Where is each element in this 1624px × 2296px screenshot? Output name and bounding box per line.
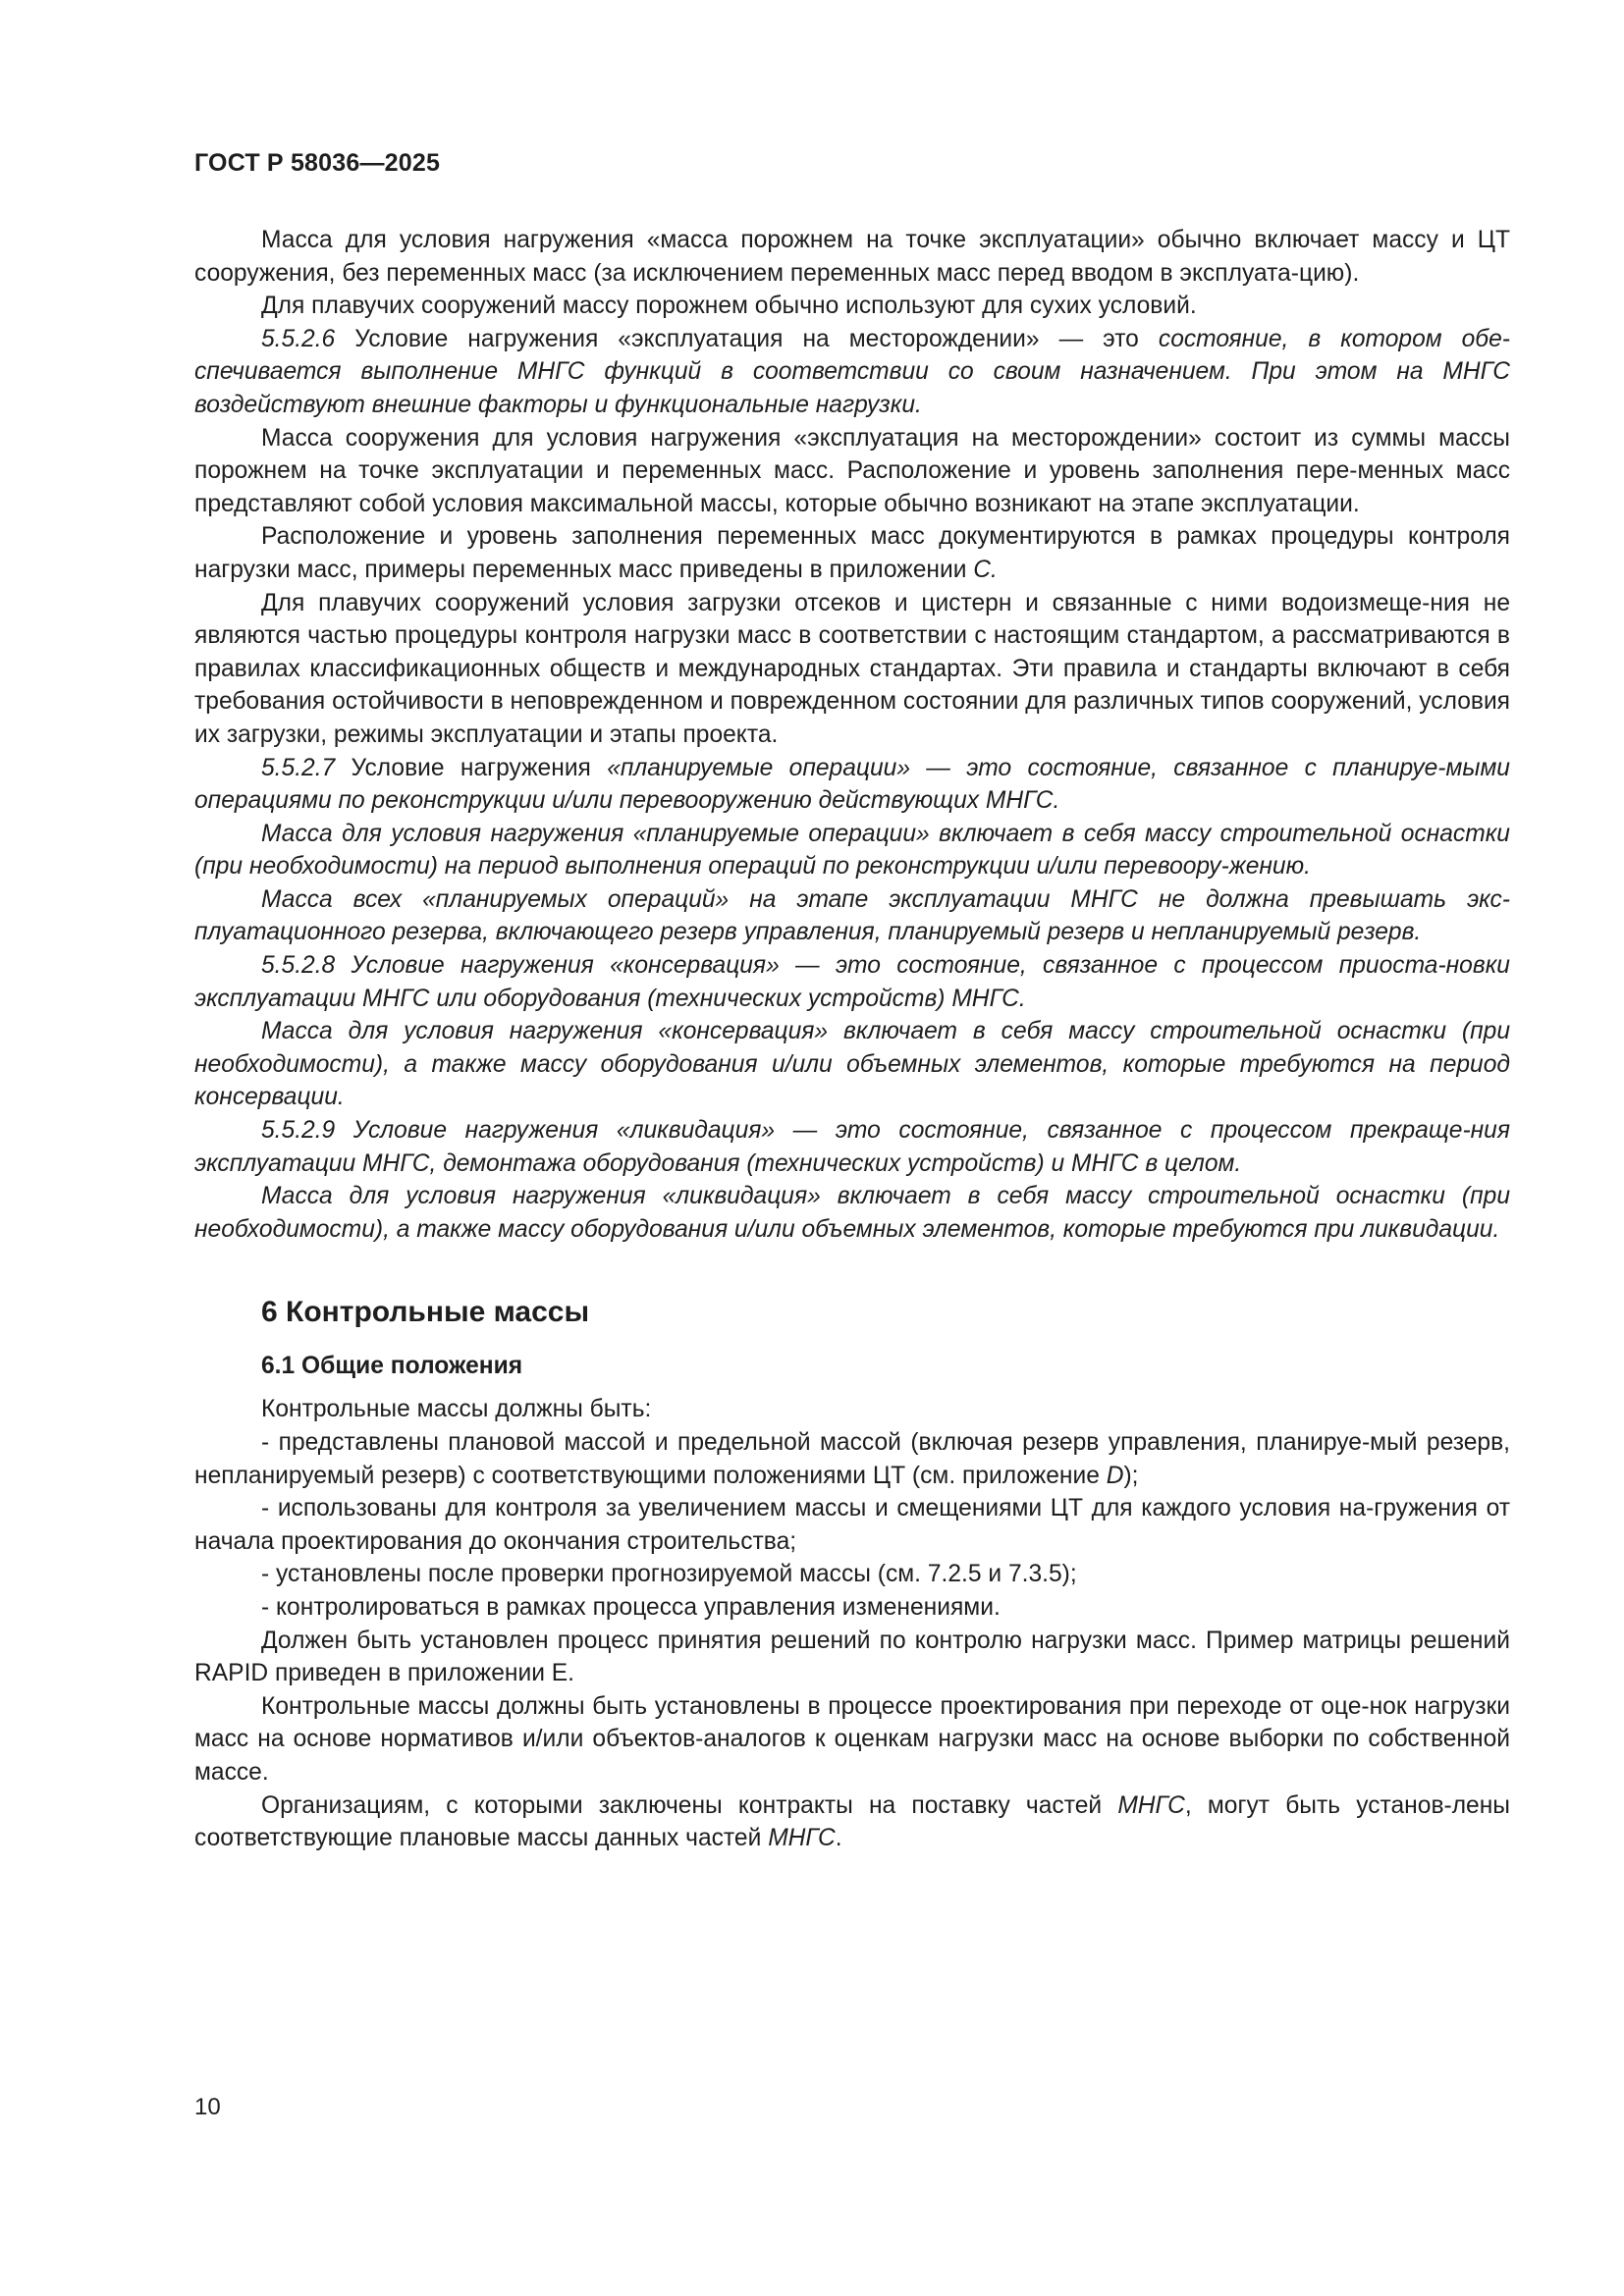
paragraph (194, 1789, 1510, 1855)
paragraph: Масса для условия нагружения «масса порожнем на точке эксплуатации» обычно включает массу и ЦТ сооружения, без переменных масс (за исключением переменных масс перед вводом в эксплуата-цию). (194, 227, 1510, 287)
abbrev: МНГС (1117, 1791, 1185, 1819)
abbrev: МНГС (768, 1825, 836, 1852)
paragraph: Масса для условия нагружения «консервация» включает в себя массу строительной оснастки (при необходимости), а также массу оборудования и/или объемных элементов, которые требуются на период консервации. (194, 1018, 1510, 1111)
document-header: ГОСТ Р 58036—2025 (194, 149, 441, 177)
section-title: 6 Контрольные массы (261, 1296, 590, 1329)
paragraph: Контрольные массы должны быть: (261, 1396, 652, 1423)
clause-5-5-2-9: 5.5.2.9 Условие нагружения «ликвидация» — это состояние, связанное с процессом прекраще-ния эксплуатации МНГС, демонтажа оборудования (технических устройств) и МНГС в целом. (194, 1117, 1510, 1177)
list-item: - установлены после проверки прогнозируемой массы (см. 7.2.5 и 7.3.5); (261, 1561, 1077, 1588)
paragraph-text: Организациям, с которыми заключены контракты на поставку частей (261, 1791, 1103, 1819)
document-body (194, 224, 1510, 1855)
list-item-text: - представлены плановой массой и предельной массой (включая резерв управления, планируе-мый резерв, непланируемый резерв) с соответствующими положениями ЦТ (см. приложение (194, 1429, 1510, 1489)
clause-text: Условие нагружения «эксплуатация на месторождении» — это (354, 325, 1139, 352)
page-number: 10 (194, 2094, 221, 2120)
paragraph: Для плавучих сооружений массу порожнем обычно используют для сухих условий. (261, 293, 1197, 320)
clause-5-5-2-7 (194, 752, 1510, 818)
list-item-text: ); (1123, 1462, 1139, 1489)
appendix-ref: D (1106, 1462, 1124, 1489)
paragraph: Для плавучих сооружений условия загрузки отсеков и цистерн и связанные с ними водоизмеще-ния не являются частью процедуры контроля нагрузки масс в соответствии с настоящим стандартом, а рассматриваются в правилах классификационных обществ и международных стандартах. Эти правила и стандарты включают в себя требования остойчивости в неповрежденном и поврежденном состоянии для различных типов сооружений, условия их загрузки, режимы эксплуатации и этапы проекта. (194, 589, 1510, 748)
clause-number: 5.5.2.6 (261, 325, 336, 352)
appendix-ref: С. (973, 556, 998, 583)
paragraph: Масса всех «планируемых операций» на этапе эксплуатации МНГС не должна превышать экс-плуатационного резерва, включающего резерв управления, планируемый резерв и непланируемый резерв. (194, 885, 1510, 946)
paragraph: Масса для условия нагружения «ликвидация» включает в себя массу строительной оснастки (при необходимости), а также массу оборудования и/или объемных элементов, которые требуются при ликвидации. (194, 1183, 1510, 1243)
paragraph: Масса для условия нагружения «планируемые операции» включает в себя массу строительной оснастки (при необходимости) на период выполнения операций по реконструкции и/или перевоору-жению. (194, 820, 1510, 881)
paragraph (194, 520, 1510, 586)
subsection-title: 6.1 Общие положения (261, 1353, 523, 1380)
list-item: - контролироваться в рамках процесса управления изменениями. (261, 1593, 1001, 1621)
paragraph: Должен быть установлен процесс принятия решений по контролю нагрузки масс. Пример матрицы решений RAPID приведен в приложении E. (194, 1627, 1510, 1687)
paragraph-text: Расположение и уровень заполнения переменных масс документируются в рамках процедуры контроля нагрузки масс, примеры переменных масс приведены в приложении (194, 523, 1510, 583)
clause-text-italic: «планируемые операции» — это состояние, связанное с планируе-мыми операциями по реконструкции и/или перевооружению действующих МНГС. (194, 754, 1510, 815)
clause-text: Условие нагружения (351, 754, 591, 781)
paragraph: Масса сооружения для условия нагружения «эксплуатация на месторождении» состоит из суммы массы порожнем на точке эксплуатации и переменных масс. Расположение и уровень заполнения пере-менных масс представляют собой условия максимальной массы, которые обычно возникают на этапе эксплуатации. (194, 424, 1510, 517)
clause-5-5-2-6 (194, 323, 1510, 422)
clause-number: 5.5.2.7 (261, 754, 336, 781)
paragraph: Контрольные массы должны быть установлены в процессе проектирования при переходе от оце-нок нагрузки масс на основе нормативов и/или объектов-аналогов к оценкам нагрузки масс на основе выборки по собственной массе. (194, 1692, 1510, 1786)
list-item: - использованы для контроля за увеличением массы и смещениями ЦТ для каждого условия на-гружения от начала проектирования до окончания строительства; (194, 1495, 1510, 1555)
paragraph-text: . (835, 1825, 842, 1852)
list-item (194, 1426, 1510, 1492)
clause-5-5-2-8: 5.5.2.8 Условие нагружения «консервация» — это состояние, связанное с процессом приоста-новки эксплуатации МНГС или оборудования (технических устройств) МНГС. (194, 952, 1510, 1012)
paragraph-text: , могут быть установ-лены соответствующие плановые массы данных частей (194, 1791, 1510, 1852)
clause-text-italic: состояние, в котором обе-спечивается выполнение МНГС функций в соответствии со своим назначением. При этом на МНГС воздействуют внешние факторы и функциональные нагрузки. (194, 325, 1510, 418)
